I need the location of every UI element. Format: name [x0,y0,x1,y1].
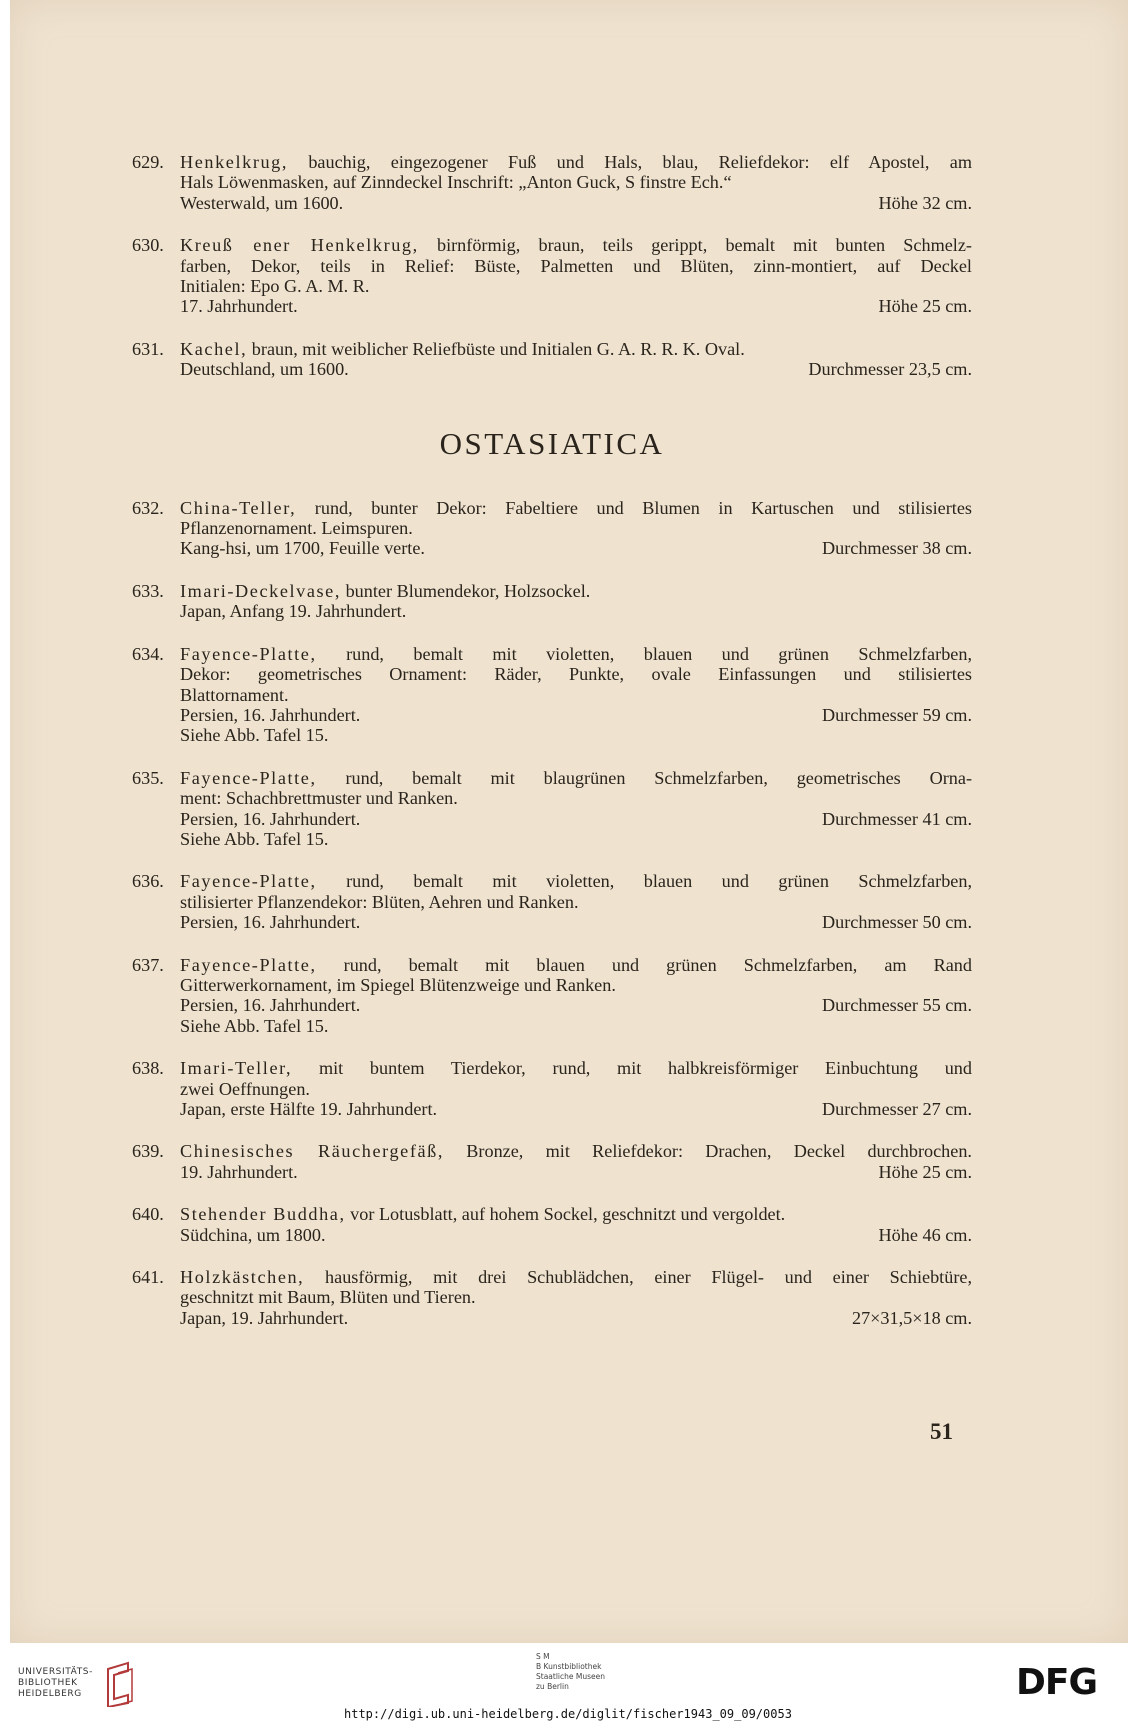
entry-plate-reference: Siehe Abb. Tafel 15. [180,1015,329,1036]
entry-meta-row [180,705,972,725]
catalog-entry-630 [132,235,972,317]
entry-origin: Südchina, um 1800. [180,1224,326,1245]
entry-meta-row [180,809,972,829]
entry-line: Dekor: geometrisches Ornament: Räder, Punkte, ovale Einfassungen und stilisiertes [180,664,972,685]
entry-first-line: Kachel, braun, mit weiblicher Reliefbüste und Initialen G. A. R. R. K. Oval. [180,338,745,359]
entry-number: 636. [132,871,164,892]
university-library-logo-text: UNIVERSITÄTS- BIBLIOTHEK HEIDELBERG [18,1667,93,1699]
entry-plate-reference: Siehe Abb. Tafel 15. [180,828,329,849]
entry-origin: Kang-hsi, um 1700, Feuille verte. [180,538,425,559]
entry-number: 634. [132,643,164,664]
entry-origin: Persien, 16. Jahrhundert. [180,912,361,933]
entry-first-line: Stehender Buddha, vor Lotusblatt, auf hohem Sockel, geschnitzt und vergoldet. [180,1204,786,1225]
entry-lead: Fayence-Platte, [180,871,317,892]
entry-meta-row [180,912,972,932]
entry-line: geschnitzt mit Baum, Blüten und Tieren. [180,1287,476,1308]
entry-meta-row [180,1099,972,1119]
entry-first-line: Fayence-Platte, rund, bemalt mit blaugrünen Schmelzfarben, geometrisches Orna- [180,767,972,788]
entry-origin: Persien, 16. Jahrhundert. [180,995,361,1016]
entry-first-line: China-Teller, rund, bunter Dekor: Fabeltiere und Blumen in Kartuschen und stilisiertes [180,497,972,518]
catalog-entry-633 [132,581,972,622]
kunstbibliothek-logo-text: S M B Kunstbibliothek Staatliche Museen zu Berlin [536,1652,605,1691]
entry-lead: Kreuß ener Henkelkrug, [180,235,419,256]
entry-first-line: Fayence-Platte, rund, bemalt mit violetten, blauen und grünen Schmelzfarben, [180,871,972,892]
entry-number: 629. [132,152,164,172]
entry-lead: Imari-Deckelvase, [180,580,342,601]
entry-dimension: Höhe 25 cm. [878,296,972,317]
entry-lead: Stehender Buddha, [180,1204,346,1225]
catalog-entry-640 [132,1204,972,1245]
entry-origin: Japan, erste Hälfte 19. Jahrhundert. [180,1099,438,1119]
entry-lead: Holzkästchen, [180,1267,305,1288]
entry-first-line: Henkelkrug, bauchig, eingezogener Fuß und Hals, blau, Reliefdekor: elf Apostel, am [180,152,972,172]
entry-origin: Westerwald, um 1600. [180,192,344,213]
entry-first-line: Holzkästchen, hausförmig, mit drei Schublädchen, einer Flügel- und einer Schiebtüre, [180,1267,972,1288]
entry-line: stilisierter Pflanzendekor: Blüten, Aehren und Ranken. [180,891,579,912]
dfg-logo: DFG [1016,1662,1098,1703]
entry-line: farben, Dekor, teils in Relief: Büste, Palmetten und Blüten, zinn-montiert, auf Deckel [180,255,972,276]
entry-dimension: Durchmesser 23,5 cm. [808,359,972,380]
entry-origin: Deutschland, um 1600. [180,359,349,380]
entry-dimension: Durchmesser 41 cm. [821,808,972,829]
entry-first-line: Fayence-Platte, rund, bemalt mit violetten, blauen und grünen Schmelzfarben, [180,643,972,664]
entry-line: Japan, Anfang 19. Jahrhundert. [180,601,407,622]
entry-meta-row [180,193,972,213]
entry-number: 639. [132,1141,164,1162]
entry-origin: Persien, 16. Jahrhundert. [180,808,361,829]
catalog-entry-636 [132,871,972,932]
entry-lead: Henkelkrug, [180,152,289,172]
entry-first-line: Imari-Teller, mit buntem Tierdekor, rund, mit halbkreisförmiger Einbuchtung und [180,1058,972,1079]
entry-number: 638. [132,1058,164,1079]
page-number: 51 [930,1419,953,1444]
entry-origin: Japan, 19. Jahrhundert. [180,1307,349,1328]
entry-lead: Fayence-Platte, [180,643,317,664]
entry-dimension: Durchmesser 50 cm. [821,912,972,933]
entry-line: Gitterwerkornament, im Spiegel Blütenzweige und Ranken. [180,974,616,995]
catalog-entry-639 [132,1141,972,1182]
entry-lead: Kachel, [180,338,248,359]
entry-line: Blattornament. [180,684,289,705]
entry-number: 632. [132,497,164,518]
entry-dimension: Durchmesser 27 cm. [821,1099,972,1119]
entry-origin: Persien, 16. Jahrhundert. [180,704,361,725]
entry-meta-row [180,538,972,558]
entry-lead: Imari-Teller, [180,1058,293,1079]
entry-number: 637. [132,954,164,975]
entry-meta-row [180,995,972,1015]
entry-plate-reference: Siehe Abb. Tafel 15. [180,725,329,746]
entries-group-b [132,498,972,1329]
entry-first-line: Kreuß ener Henkelkrug, birnförmig, braun, teils gerippt, bemalt mit bunten Schmelz- [180,235,972,256]
entry-line: zwei Oeffnungen. [180,1078,310,1099]
catalog-entry-637 [132,955,972,1037]
entry-first-line: Chinesisches Räuchergefäß, Bronze, mit Reliefdekor: Drachen, Deckel durchbrochen. [180,1141,972,1162]
catalog-entry-641 [132,1267,972,1328]
catalog-entry-638 [132,1058,972,1119]
entry-line: Pflanzenornament. Leimspuren. [180,518,413,539]
entry-dimension: Durchmesser 38 cm. [821,538,972,559]
entry-dimension: Höhe 25 cm. [878,1161,972,1182]
entry-lead: China-Teller, [180,497,297,518]
source-url-link[interactable]: http://digi.ub.uni-heidelberg.de/diglit/fischer1943_09_09/0053 [344,1707,792,1721]
catalog-entry-629 [132,152,972,213]
entry-first-line: Fayence-Platte, rund, bemalt mit blauen und grünen Schmelzfarben, am Rand [180,954,972,975]
entry-meta-row [180,1162,972,1182]
entry-dimension: 27×31,5×18 cm. [851,1307,972,1328]
catalog-entry-635 [132,768,972,850]
entry-lead: Fayence-Platte, [180,954,317,975]
entry-number: 640. [132,1204,164,1225]
entry-number: 633. [132,580,164,601]
entry-dimension: Höhe 32 cm. [878,192,972,213]
section-heading: OSTASIATICA [439,425,665,461]
entry-lead: Chinesisches Räuchergefäß, [180,1141,445,1162]
catalog-entry-631 [132,339,972,380]
entry-meta-row [180,296,972,316]
entry-line: Initialen: Epo G. A. M. R. [180,276,370,297]
entry-number: 630. [132,235,164,256]
entry-dimension: Durchmesser 55 cm. [821,995,972,1016]
entry-dimension: Höhe 46 cm. [878,1224,972,1245]
entry-lead: Fayence-Platte, [180,767,317,788]
entry-meta-row [180,1225,972,1245]
entry-origin: 19. Jahrhundert. [180,1161,298,1182]
entry-number: 641. [132,1267,164,1288]
catalog-page [10,0,1128,1643]
university-library-logo-icon [102,1661,136,1707]
entry-origin: 17. Jahrhundert. [180,296,298,317]
entry-line: ment: Schachbrettmuster und Ranken. [180,788,458,809]
catalog-text [132,152,972,1350]
entry-meta-row [180,359,972,379]
entry-meta-row [180,1308,972,1328]
entry-number: 635. [132,767,164,788]
catalog-entry-632 [132,498,972,559]
entry-number: 631. [132,338,164,359]
catalog-entry-634 [132,644,972,746]
entry-dimension: Durchmesser 59 cm. [821,704,972,725]
entries-group-a [132,152,972,380]
entry-line: Hals Löwenmasken, auf Zinndeckel Inschrift: „Anton Guck, S finstre Ech.“ [180,172,732,193]
digitization-footer [0,1643,1140,1726]
entry-first-line: Imari-Deckelvase, bunter Blumendekor, Holzsockel. [180,580,591,601]
